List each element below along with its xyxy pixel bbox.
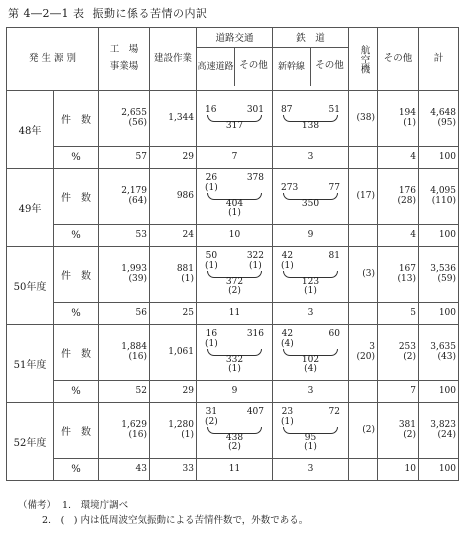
other-count bbox=[378, 247, 419, 303]
construction-count bbox=[150, 403, 197, 459]
other-value: 176 bbox=[398, 186, 416, 197]
table-title bbox=[8, 5, 212, 21]
rail-sub-left-paren: (4) bbox=[281, 338, 294, 349]
total-percent: 100 bbox=[419, 225, 459, 247]
air-percent bbox=[349, 459, 378, 481]
count-label: 件 数 bbox=[54, 169, 99, 225]
rail-sub-right-value: 77 bbox=[328, 182, 340, 193]
air-percent bbox=[349, 147, 378, 169]
road-sub-values bbox=[199, 408, 270, 427]
road-total-value: 372 bbox=[225, 277, 244, 287]
road-sub-values bbox=[199, 174, 270, 193]
header-factory-bottom: 事業場 bbox=[109, 61, 139, 72]
rail-sub-right bbox=[329, 252, 340, 271]
rail-sub-right bbox=[329, 330, 340, 349]
air-value: (17) bbox=[356, 190, 375, 201]
road-sub-right-value: 316 bbox=[246, 329, 264, 340]
factory-value: 2,655 bbox=[121, 108, 147, 119]
road-percent: 9 bbox=[197, 381, 273, 403]
rail-sub-left-paren: (1) bbox=[281, 416, 294, 427]
count-row bbox=[7, 403, 459, 459]
factory-paren: (56) bbox=[128, 117, 147, 128]
road-total-value: 332 bbox=[225, 355, 244, 365]
other-paren: (1) bbox=[403, 117, 416, 128]
other-value: 194 bbox=[398, 108, 416, 119]
factory-value: 2,179 bbox=[121, 186, 147, 197]
road-total-value: 317 bbox=[225, 121, 244, 131]
road-total-paren: (1) bbox=[228, 364, 241, 375]
rail-sub-left-value: 87 bbox=[281, 104, 293, 115]
construction-percent: 29 bbox=[150, 147, 197, 169]
rail-count bbox=[273, 403, 349, 459]
rail-total-paren: (1) bbox=[304, 286, 317, 297]
road-sub-left-value: 16 bbox=[205, 329, 218, 340]
count-label: 件 数 bbox=[54, 403, 99, 459]
other-paren: (28) bbox=[397, 195, 416, 206]
rail-sub-left-value: 42 bbox=[281, 251, 294, 262]
road-sub-left-value: 26 bbox=[205, 173, 218, 184]
factory-count bbox=[99, 325, 150, 381]
rail-total-value: 138 bbox=[301, 121, 320, 131]
factory-percent: 52 bbox=[99, 381, 150, 403]
construction-value: 1,280 bbox=[168, 420, 194, 431]
total-count bbox=[419, 169, 459, 225]
air-count bbox=[349, 247, 378, 303]
rail-sub-left-paren: (1) bbox=[281, 260, 294, 271]
construction-count bbox=[150, 247, 197, 303]
construction-paren: (1) bbox=[181, 273, 194, 284]
rail-count bbox=[273, 247, 349, 303]
road-count bbox=[197, 169, 273, 225]
count-label: 件 数 bbox=[54, 247, 99, 303]
percent-row bbox=[7, 381, 459, 403]
total-count bbox=[419, 403, 459, 459]
total-percent: 100 bbox=[419, 303, 459, 325]
total-paren: (24) bbox=[437, 429, 456, 440]
air-count bbox=[349, 169, 378, 225]
factory-paren: (16) bbox=[128, 429, 147, 440]
air-percent bbox=[349, 303, 378, 325]
percent-row bbox=[7, 459, 459, 481]
rail-sub-right bbox=[329, 106, 340, 115]
other-count bbox=[378, 91, 419, 147]
header-road-other: その他 bbox=[239, 60, 268, 72]
road-sub-right bbox=[247, 408, 264, 427]
table-number: 第 4―2―1 表 bbox=[8, 7, 85, 20]
road-sub-left-paren: (2) bbox=[205, 416, 218, 427]
road-sub-values bbox=[199, 106, 270, 115]
road-sub-right bbox=[247, 174, 264, 193]
factory-percent: 53 bbox=[99, 225, 150, 247]
other-percent: 10 bbox=[378, 459, 419, 481]
count-row bbox=[7, 91, 459, 147]
air-percent bbox=[349, 225, 378, 247]
road-sub-right-value: 407 bbox=[246, 407, 264, 418]
road-sub-right-paren: (1) bbox=[249, 260, 262, 271]
rail-total-value: 123 bbox=[301, 277, 320, 287]
road-percent: 10 bbox=[197, 225, 273, 247]
rail-sub-values bbox=[275, 252, 346, 271]
total-count bbox=[419, 325, 459, 381]
rail-sub-left-value: 273 bbox=[281, 182, 299, 193]
total-paren: (43) bbox=[437, 351, 456, 362]
factory-percent: 57 bbox=[99, 147, 150, 169]
factory-paren: (39) bbox=[128, 273, 147, 284]
notes-label: （備考） bbox=[18, 500, 57, 511]
count-label: 件 数 bbox=[54, 325, 99, 381]
header-rail-other: その他 bbox=[315, 60, 344, 72]
complaints-table bbox=[6, 27, 459, 481]
percent-label: % bbox=[54, 381, 99, 403]
rail-sub-left-value: 23 bbox=[281, 407, 294, 418]
construction-percent: 24 bbox=[150, 225, 197, 247]
road-sub-left-value: 16 bbox=[205, 104, 217, 115]
road-percent: 7 bbox=[197, 147, 273, 169]
percent-label: % bbox=[54, 459, 99, 481]
percent-label: % bbox=[54, 225, 99, 247]
table-caption: 振動に係る苦情の内訳 bbox=[92, 7, 208, 20]
header-factory bbox=[99, 28, 150, 91]
road-sub-left bbox=[205, 252, 218, 271]
rail-sub-right-value: 72 bbox=[328, 407, 340, 418]
factory-paren: (64) bbox=[128, 195, 147, 206]
road-count bbox=[197, 325, 273, 381]
factory-count bbox=[99, 247, 150, 303]
total-paren: (59) bbox=[437, 273, 456, 284]
total-value: 3,536 bbox=[430, 264, 456, 275]
percent-label: % bbox=[54, 147, 99, 169]
rail-sub-values bbox=[275, 184, 346, 193]
header-total: 計 bbox=[419, 28, 459, 91]
road-sub-values bbox=[199, 330, 270, 349]
road-sub-left-value: 50 bbox=[205, 251, 218, 262]
other-percent: 4 bbox=[378, 225, 419, 247]
year-label: 48年 bbox=[7, 91, 54, 169]
factory-percent: 56 bbox=[99, 303, 150, 325]
rail-percent: 3 bbox=[273, 381, 349, 403]
road-total-value: 438 bbox=[225, 433, 244, 443]
rail-sub-left bbox=[281, 330, 294, 349]
road-sub-left-paren: (1) bbox=[205, 182, 218, 193]
percent-row bbox=[7, 225, 459, 247]
header-source: 発 生 源 別 bbox=[7, 28, 99, 91]
other-value: 381 bbox=[398, 420, 416, 431]
other-paren: (2) bbox=[403, 351, 416, 362]
air-count bbox=[349, 325, 378, 381]
rail-sub-right-value: 60 bbox=[328, 329, 340, 340]
header-rail-shinkansen: 新幹線 bbox=[273, 48, 311, 86]
air-value: (2) bbox=[362, 424, 375, 435]
rail-sub-values bbox=[275, 330, 346, 349]
rail-sub-right bbox=[329, 184, 340, 193]
other-count bbox=[378, 403, 419, 459]
rail-count bbox=[273, 91, 349, 147]
rail-total-value: 102 bbox=[301, 355, 320, 365]
header-construction: 建設作業 bbox=[150, 28, 197, 91]
construction-value: 1,061 bbox=[168, 346, 194, 357]
construction-count bbox=[150, 91, 197, 147]
other-count bbox=[378, 169, 419, 225]
air-value: (38) bbox=[356, 112, 375, 123]
construction-value: 881 bbox=[176, 264, 194, 275]
header-other: その他 bbox=[378, 28, 419, 91]
road-sub-right-value: 322 bbox=[246, 251, 264, 262]
rail-sub-left-value: 42 bbox=[281, 329, 294, 340]
factory-count bbox=[99, 403, 150, 459]
factory-value: 1,629 bbox=[121, 420, 147, 431]
year-label: 51年度 bbox=[7, 325, 54, 403]
air-percent bbox=[349, 381, 378, 403]
road-sub-left bbox=[205, 106, 216, 115]
total-percent: 100 bbox=[419, 147, 459, 169]
other-percent: 5 bbox=[378, 303, 419, 325]
road-sub-right-value: 301 bbox=[246, 104, 264, 115]
road-sub-left bbox=[205, 408, 218, 427]
rail-sub-left bbox=[281, 184, 298, 193]
total-count bbox=[419, 247, 459, 303]
year-label: 50年度 bbox=[7, 247, 54, 325]
total-percent: 100 bbox=[419, 381, 459, 403]
total-value: 3,635 bbox=[430, 342, 456, 353]
rail-percent: 3 bbox=[273, 459, 349, 481]
rail-percent: 9 bbox=[273, 225, 349, 247]
other-paren: (2) bbox=[403, 429, 416, 440]
rail-percent: 3 bbox=[273, 303, 349, 325]
factory-paren: (16) bbox=[128, 351, 147, 362]
count-label: 件 数 bbox=[54, 91, 99, 147]
road-count bbox=[197, 247, 273, 303]
factory-percent: 43 bbox=[99, 459, 150, 481]
air-count bbox=[349, 91, 378, 147]
count-row bbox=[7, 325, 459, 381]
rail-sub-values bbox=[275, 408, 346, 427]
percent-label: % bbox=[54, 303, 99, 325]
air-value: 3 bbox=[369, 342, 375, 353]
header-rail-label: 鉄 道 bbox=[273, 32, 348, 48]
other-percent: 4 bbox=[378, 147, 419, 169]
year-label: 49年 bbox=[7, 169, 54, 247]
road-sub-left-paren: (1) bbox=[205, 260, 218, 271]
road-sub-right bbox=[247, 252, 264, 271]
road-total-paren: (2) bbox=[228, 442, 241, 453]
rail-sub-right bbox=[329, 408, 340, 427]
header-road-highway: 高速道路 bbox=[197, 48, 235, 86]
construction-count bbox=[150, 325, 197, 381]
count-row bbox=[7, 247, 459, 303]
rail-sub-left bbox=[281, 252, 294, 271]
road-sub-right bbox=[247, 106, 264, 115]
construction-percent: 33 bbox=[150, 459, 197, 481]
road-sub-right-value: 378 bbox=[246, 173, 264, 184]
other-value: 253 bbox=[398, 342, 416, 353]
other-paren: (13) bbox=[397, 273, 416, 284]
header-road bbox=[197, 28, 273, 91]
total-paren: (95) bbox=[437, 117, 456, 128]
road-total-value: 404 bbox=[225, 199, 244, 209]
road-total-paren: (1) bbox=[228, 208, 241, 219]
count-row bbox=[7, 169, 459, 225]
header-rail bbox=[273, 28, 349, 91]
road-sub-values bbox=[199, 252, 270, 271]
total-percent: 100 bbox=[419, 459, 459, 481]
factory-count bbox=[99, 91, 150, 147]
other-count bbox=[378, 325, 419, 381]
road-sub-left-value: 31 bbox=[205, 407, 218, 418]
total-count bbox=[419, 91, 459, 147]
rail-sub-left bbox=[281, 106, 292, 115]
road-total-paren: (2) bbox=[228, 286, 241, 297]
other-percent: 7 bbox=[378, 381, 419, 403]
rail-total-paren: (4) bbox=[304, 364, 317, 375]
note-1: 1. 環境庁調べ bbox=[62, 500, 129, 511]
percent-row bbox=[7, 303, 459, 325]
factory-value: 1,993 bbox=[121, 264, 147, 275]
rail-sub-right-value: 81 bbox=[328, 251, 340, 262]
header-factory-top: 工 場 bbox=[109, 44, 139, 56]
year-label: 52年度 bbox=[7, 403, 54, 481]
construction-percent: 29 bbox=[150, 381, 197, 403]
rail-total-paren: (1) bbox=[304, 442, 317, 453]
rail-sub-values bbox=[275, 106, 346, 115]
construction-percent: 25 bbox=[150, 303, 197, 325]
header-row bbox=[7, 28, 459, 91]
road-sub-right bbox=[247, 330, 264, 349]
note-2: 2. ( ) 内は低周波空気振動による苦情件数で，外数である。 bbox=[42, 515, 309, 526]
construction-value: 986 bbox=[176, 190, 194, 201]
construction-count bbox=[150, 169, 197, 225]
total-value: 4,648 bbox=[430, 108, 456, 119]
rail-count bbox=[273, 169, 349, 225]
rail-percent: 3 bbox=[273, 147, 349, 169]
construction-value: 1,344 bbox=[168, 112, 194, 123]
header-road-label: 道路交通 bbox=[197, 32, 272, 48]
road-sub-left bbox=[205, 330, 218, 349]
other-value: 167 bbox=[398, 264, 416, 275]
factory-value: 1,884 bbox=[121, 342, 147, 353]
rail-total-value: 95 bbox=[304, 433, 317, 443]
road-count bbox=[197, 91, 273, 147]
road-sub-left bbox=[205, 174, 218, 193]
road-percent: 11 bbox=[197, 459, 273, 481]
total-value: 3,823 bbox=[430, 420, 456, 431]
air-value: (3) bbox=[362, 268, 375, 279]
air-count bbox=[349, 403, 378, 459]
rail-count bbox=[273, 325, 349, 381]
factory-count bbox=[99, 169, 150, 225]
rail-sub-right-value: 51 bbox=[328, 104, 340, 115]
rail-sub-left bbox=[281, 408, 294, 427]
road-percent: 11 bbox=[197, 303, 273, 325]
percent-row bbox=[7, 147, 459, 169]
notes bbox=[18, 498, 308, 528]
rail-total-value: 350 bbox=[301, 199, 320, 209]
road-sub-left-paren: (1) bbox=[205, 338, 218, 349]
total-value: 4,095 bbox=[430, 186, 456, 197]
header-air: 航空機 bbox=[349, 28, 378, 91]
total-paren: (110) bbox=[431, 195, 456, 206]
construction-paren: (1) bbox=[181, 429, 194, 440]
air-paren: (20) bbox=[356, 351, 375, 362]
road-count bbox=[197, 403, 273, 459]
